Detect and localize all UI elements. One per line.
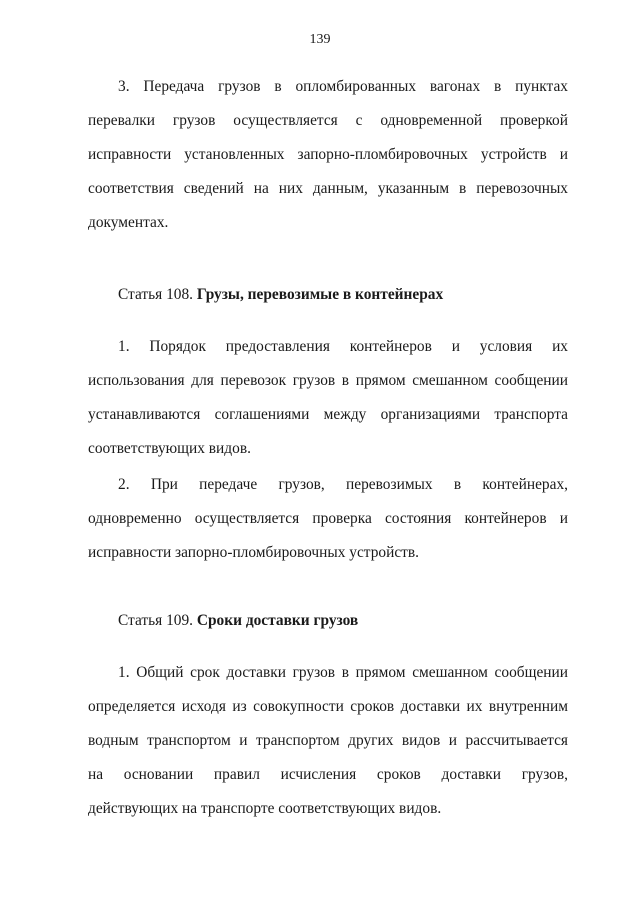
article-109-heading bbox=[118, 604, 358, 638]
paragraph-line: 3. Передача грузов в опломбированных вагонах в пунктах bbox=[118, 78, 568, 95]
article-108-heading bbox=[118, 278, 443, 312]
page-number: 139 bbox=[309, 32, 331, 47]
article-108-title: Грузы, перевозимые в контейнерах bbox=[196, 286, 444, 303]
paragraph-line: водным транспортом и транспортом других видов и рассчитывается bbox=[88, 732, 568, 749]
paragraph-line: перевалки грузов осуществляется с одновременной проверкой bbox=[88, 112, 568, 129]
article-109-label: Статья 109. bbox=[118, 612, 194, 629]
paragraph-line: 1. Порядок предоставления контейнеров и условия их bbox=[118, 338, 568, 355]
paragraph-line: одновременно осуществляется проверка состояния контейнеров и bbox=[88, 510, 568, 527]
article-108-paragraph-1 bbox=[88, 330, 568, 466]
article-108-label: Статья 108. bbox=[118, 286, 194, 303]
paragraph-3 bbox=[88, 70, 568, 240]
article-109-paragraph-1 bbox=[88, 656, 568, 826]
paragraph-line: исправности запорно-пломбировочных устройств. bbox=[88, 544, 420, 561]
article-109-title: Сроки доставки грузов bbox=[196, 612, 359, 629]
paragraph-line: соответствующих видов. bbox=[88, 440, 251, 457]
paragraph-line: действующих на транспорте соответствующих видов. bbox=[88, 800, 442, 817]
paragraph-line: 2. При передаче грузов, перевозимых в контейнерах, bbox=[118, 476, 568, 493]
paragraph-line: соответствия сведений на них данным, указанным в перевозочных bbox=[88, 180, 568, 197]
paragraph-line: устанавливаются соглашениями между организациями транспорта bbox=[88, 406, 568, 423]
paragraph-line: документах. bbox=[88, 214, 169, 231]
paragraph-line: 1. Общий срок доставки грузов в прямом смешанном сообщении bbox=[118, 664, 568, 681]
article-108-paragraph-2 bbox=[88, 468, 568, 570]
paragraph-line: исправности установленных запорно-пломбировочных устройств и bbox=[88, 146, 568, 163]
paragraph-line: определяется исходя из совокупности сроков доставки их внутренним bbox=[88, 698, 568, 715]
paragraph-line: использования для перевозок грузов в прямом смешанном сообщении bbox=[88, 372, 568, 389]
paragraph-line: на основании правил исчисления сроков доставки грузов, bbox=[88, 766, 568, 783]
